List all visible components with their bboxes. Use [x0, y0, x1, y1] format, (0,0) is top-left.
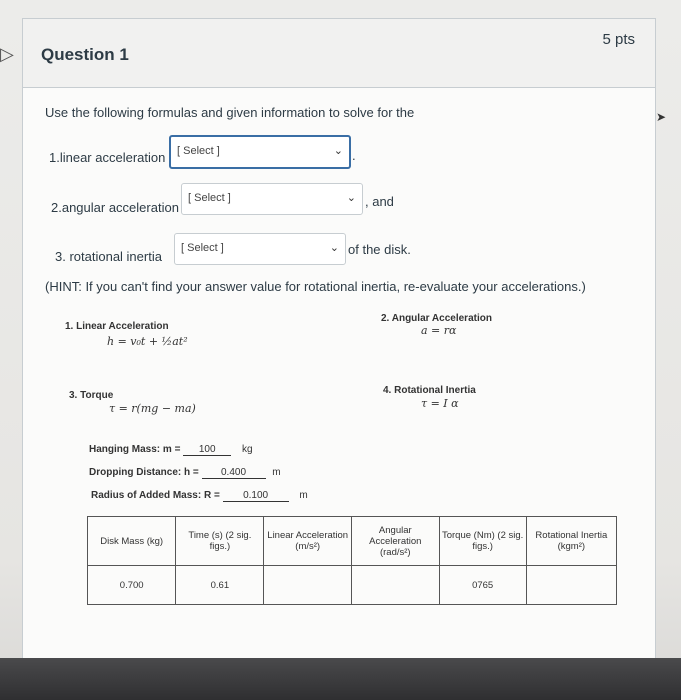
- item-1-label: 1.linear acceleration: [49, 150, 166, 165]
- radius-unit: m: [299, 490, 308, 501]
- mass-row: [89, 444, 253, 456]
- formula-3-title: 3. Torque: [69, 390, 114, 401]
- header-rotational-inertia: Rotational Inertia (kgm²): [526, 517, 616, 566]
- select-value: [ Select ]: [181, 242, 224, 254]
- item-3-suffix: of the disk.: [348, 242, 411, 257]
- radius-label: Radius of Added Mass: R =: [91, 490, 220, 501]
- item-2-suffix: , and: [365, 194, 394, 209]
- screen-bottom-edge: [0, 658, 681, 700]
- table-row: [88, 566, 617, 605]
- prompt-text: Use the following formulas and given information to solve for the: [45, 105, 415, 120]
- cell-torque: 0765: [439, 566, 526, 605]
- header-disk-mass: Disk Mass (kg): [88, 517, 176, 566]
- header-angular-acceleration: Angular Acceleration (rad/s²): [352, 517, 440, 566]
- mass-value: 100: [183, 444, 231, 456]
- cell-angular-acceleration: [352, 566, 440, 605]
- cell-time: 0.61: [176, 566, 264, 605]
- linear-acceleration-select[interactable]: [169, 135, 351, 169]
- select-value: [ Select ]: [188, 192, 231, 204]
- radius-value: 0.100: [223, 490, 289, 502]
- header-time: Time (s) (2 sig. figs.): [176, 517, 264, 566]
- item-2-label: 2.angular acceleration: [51, 200, 179, 215]
- select-value: [ Select ]: [177, 145, 220, 157]
- question-title: Question 1: [41, 45, 129, 64]
- item-1-suffix: .: [352, 148, 356, 163]
- rotational-inertia-select[interactable]: [174, 233, 346, 265]
- cell-linear-acceleration: [264, 566, 352, 605]
- question-card: [22, 18, 656, 660]
- mouse-cursor-icon: ➤: [656, 110, 667, 124]
- header-torque: Torque (Nm) (2 sig. figs.): [439, 517, 526, 566]
- formula-1-equation: h = v₀t + ½at²: [107, 335, 188, 348]
- header-linear-acceleration: Linear Acceleration (m/s²): [264, 517, 352, 566]
- item-3-label: 3. rotational inertia: [55, 249, 162, 264]
- hint-text: (HINT: If you can't find your answer value for rotational inertia, re-evaluate your accelerations.): [45, 279, 586, 294]
- mass-label: Hanging Mass: m =: [89, 444, 181, 455]
- cell-disk-mass: 0.700: [88, 566, 176, 605]
- chevron-down-icon: ⌄: [333, 145, 343, 157]
- angular-acceleration-select[interactable]: [181, 183, 363, 215]
- distance-value: 0.400: [202, 467, 266, 479]
- table-header-row: [88, 517, 617, 566]
- distance-unit: m: [272, 467, 281, 478]
- chevron-down-icon: ⌄: [329, 242, 339, 254]
- formula-4-equation: τ = I α: [421, 397, 459, 410]
- question-arrow-icon: ▷: [0, 44, 14, 64]
- formula-4-title: 4. Rotational Inertia: [383, 385, 476, 396]
- chevron-down-icon: ⌄: [346, 192, 356, 204]
- mass-unit: kg: [241, 444, 253, 455]
- formula-1-title: 1. Linear Acceleration: [65, 321, 169, 332]
- question-header: [23, 19, 655, 88]
- data-table: [87, 516, 617, 605]
- cell-rotational-inertia: [526, 566, 616, 605]
- distance-label: Dropping Distance: h =: [89, 467, 199, 478]
- formula-3-equation: τ = r(mg − ma): [109, 402, 196, 415]
- radius-row: [91, 490, 308, 502]
- formula-2-title: 2. Angular Acceleration: [381, 313, 492, 324]
- distance-row: [89, 467, 281, 479]
- formula-2-equation: a = rα: [421, 324, 457, 337]
- question-points: 5 pts: [602, 31, 635, 48]
